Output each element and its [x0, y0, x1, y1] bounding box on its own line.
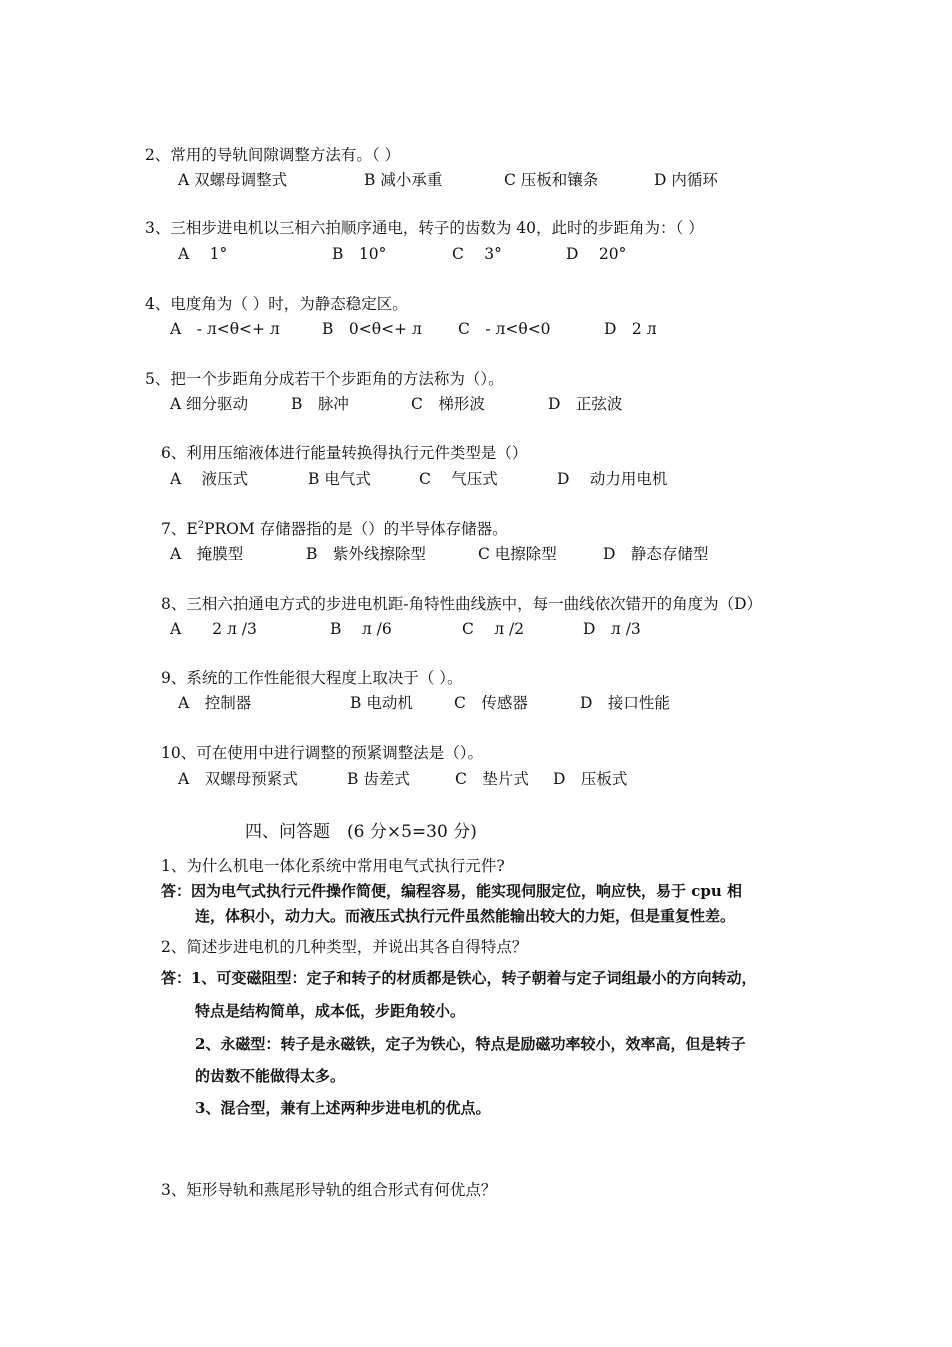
question-6-option-d: D 动力用电机: [557, 470, 668, 488]
question-7-option-c: C 电擦除型: [478, 545, 557, 563]
qa-2-answer-line-4: 的齿数不能做得太多。: [195, 1067, 346, 1085]
question-2-option-d: D 内循环: [654, 171, 718, 189]
question-7-option-a: A 掩膜型: [170, 545, 244, 563]
question-4-option-c: C - л<θ<0: [458, 320, 551, 338]
question-2-option-a: A 双螺母调整式: [178, 171, 288, 189]
superscript-2: 2: [197, 519, 205, 531]
question-8-option-a: A 2 л /3: [170, 620, 257, 638]
question-8-stem: 8、三相六拍通电方式的步进电机距-角特性曲线族中，每一曲线依次错开的角度为（D）: [161, 595, 763, 613]
question-9-option-a: A 控制器: [178, 694, 252, 712]
question-9-option-d: D 接口性能: [580, 694, 670, 712]
question-5-option-b: B 脉冲: [291, 395, 349, 413]
question-5-option-a: A 细分驱动: [170, 395, 249, 413]
qa-1-question: 1、为什么机电一体化系统中常用电气式执行元件?: [161, 857, 505, 875]
question-8-option-d: D л /3: [583, 620, 641, 638]
question-7-stem: 7、$E^2PROM$ 存储器指的是（）的半导体存储器。: [161, 519, 508, 538]
qa-2-answer-line-3: 2、永磁型：转子是永磁铁，定子为铁心，特点是励磁功率较小，效率高，但是转子: [195, 1035, 746, 1053]
question-10-option-a: A 双螺母预紧式: [178, 770, 298, 788]
qa-2-answer-line-5: 3、混合型，兼有上述两种步进电机的优点。: [195, 1099, 491, 1117]
question-3-option-b: B 10°: [332, 245, 387, 263]
question-3-stem: 3、三相步进电机以三相六拍顺序通电，转子的齿数为 40，此时的步距角为：（ ）: [145, 219, 704, 237]
question-10-option-b: B 齿差式: [347, 770, 410, 788]
question-9-stem: 9、系统的工作性能很大程度上取决于（ ）。: [161, 669, 463, 687]
question-9-option-b: B 电动机: [350, 694, 413, 712]
question-4-option-d: D 2 л: [604, 320, 657, 338]
question-7-option-b: B 紫外线擦除型: [306, 545, 426, 563]
qa-3-question: 3、矩形导轨和燕尾形导轨的组合形式有何优点？: [161, 1181, 497, 1199]
question-2-stem: 2、常用的导轨间隙调整方法有。（ ）: [145, 146, 401, 164]
question-3-option-d: D 20°: [566, 245, 627, 263]
question-9-option-c: C 传感器: [454, 694, 528, 712]
question-5-option-c: C 梯形波: [411, 395, 485, 413]
section-4-title: 四、问答题 (6 分×5=30 分): [245, 822, 477, 842]
qa-1-answer-line-1: 答：因为电气式执行元件操作简便，编程容易，能实现伺服定位，响应快，易于 cpu 相: [161, 882, 742, 900]
question-5-stem: 5、把一个步距角分成若干个步距角的方法称为（）。: [145, 370, 504, 388]
question-8-option-b: B л /6: [330, 620, 392, 638]
question-6-option-a: A 液压式: [170, 470, 249, 488]
qa-2-answer-line-1: 答：1、可变磁阻型：定子和转子的材质都是铁心，转子朝着与定子词组最小的方向转动，: [161, 969, 757, 987]
question-2-option-b: B 减小承重: [364, 171, 443, 189]
question-10-stem: 10、可在使用中进行调整的预紧调整法是（）。: [161, 744, 483, 762]
qa-2-answer-line-2: 特点是结构简单，成本低，步距角较小。: [195, 1002, 466, 1020]
question-10-option-c: C 垫片式: [455, 770, 529, 788]
qa-1-answer-line-2: 连，体积小，动力大。而液压式执行元件虽然能输出较大的力矩，但是重复性差。: [195, 907, 736, 925]
question-3-option-c: C 3°: [452, 245, 502, 263]
question-6-option-c: C 气压式: [419, 470, 498, 488]
question-7-option-d: D 静态存储型: [603, 545, 709, 563]
qa-2-question: 2、简述步进电机的几种类型，并说出其各自得特点？: [161, 938, 528, 956]
question-2-option-c: C 压板和镶条: [504, 171, 599, 189]
question-10-option-d: D 压板式: [553, 770, 628, 788]
question-6-stem: 6、利用压缩液体进行能量转换得执行元件类型是（）: [161, 444, 528, 462]
question-4-stem: 4、电度角为（ ）时，为静态稳定区。: [145, 295, 408, 313]
question-6-option-b: B 电气式: [308, 470, 371, 488]
question-5-option-d: D 正弦波: [548, 395, 623, 413]
question-8-option-c: C л /2: [462, 620, 525, 638]
question-3-option-a: A 1°: [178, 245, 228, 263]
question-4-option-a: A - л<θ<+ л: [170, 320, 280, 338]
question-4-option-b: B 0<θ<+ л: [322, 320, 422, 338]
